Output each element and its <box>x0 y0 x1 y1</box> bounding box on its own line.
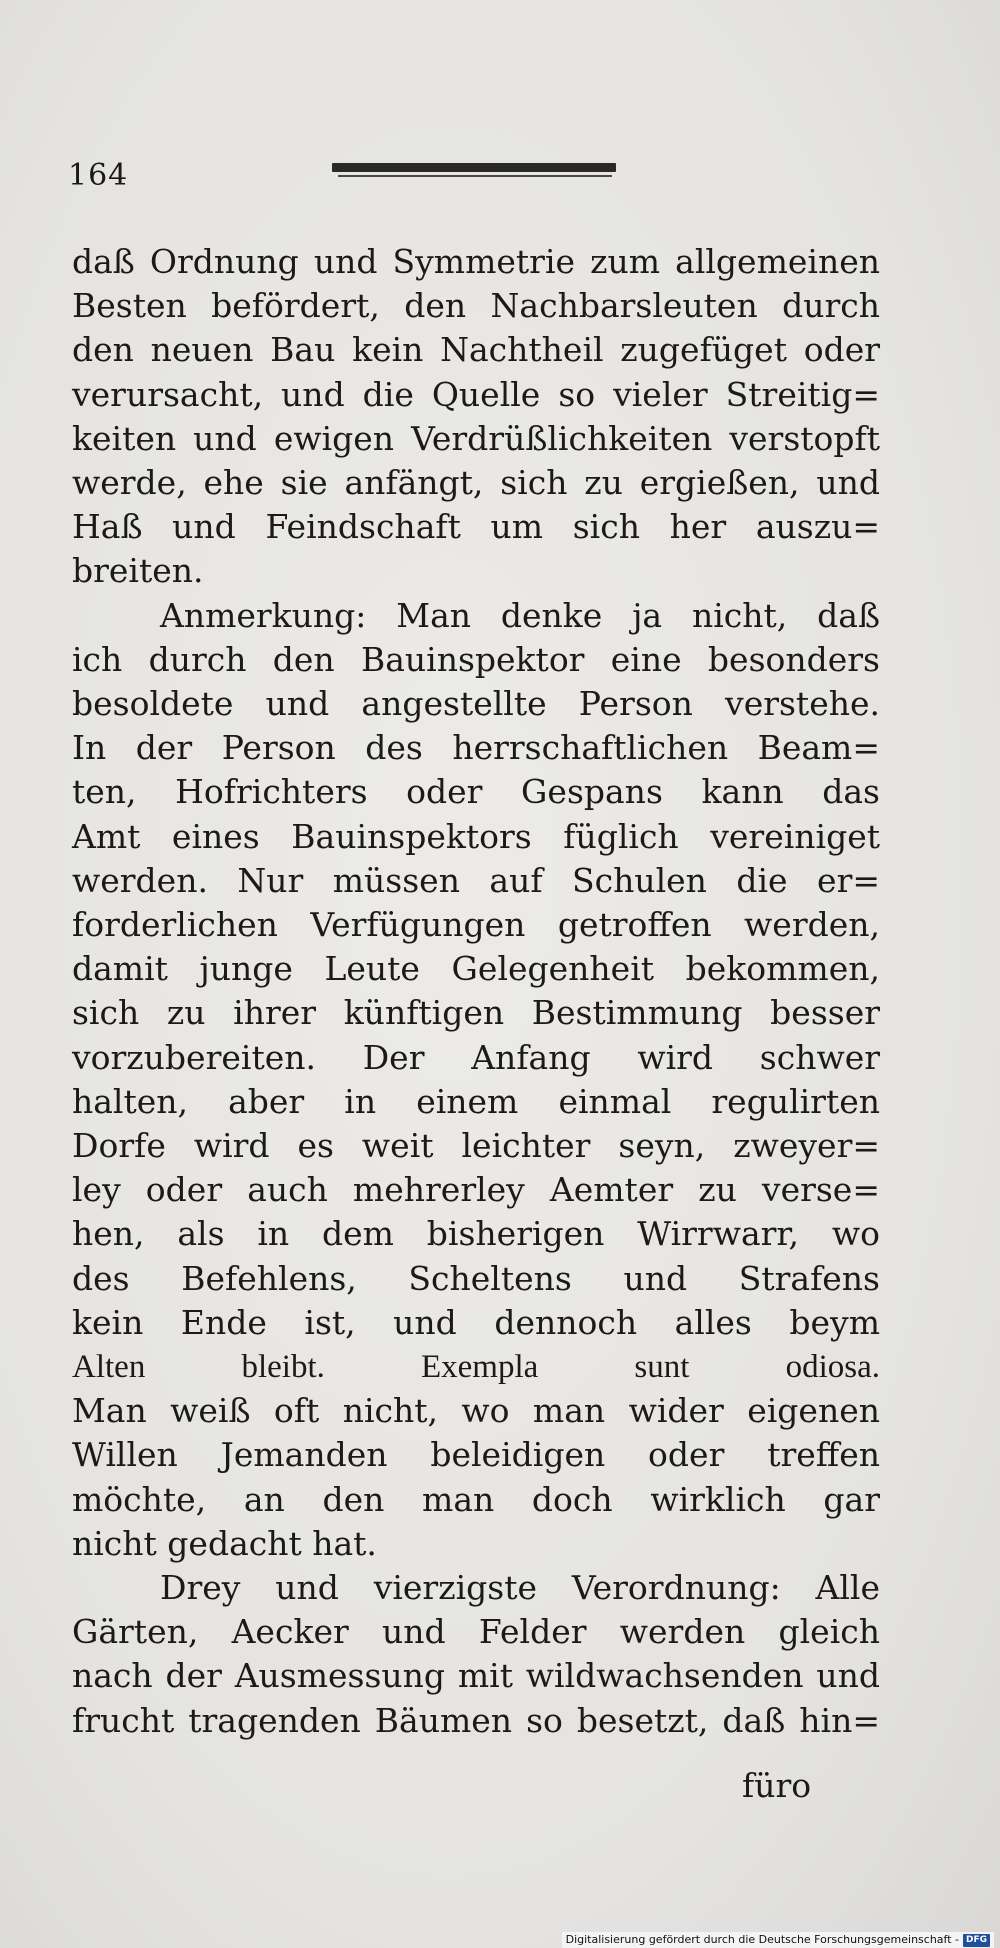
text-line: werde, ehe sie anfängt, sich zu ergießen, und <box>72 463 880 502</box>
text-line: Dorfe wird es weit leichter seyn, zweyer= <box>72 1126 880 1165</box>
text-line: werden. Nur müssen auf Schulen die er= <box>72 861 880 900</box>
text-line: kein Ende ist, und dennoch alles beym <box>72 1303 880 1342</box>
text-line: Man weiß oft nicht, wo man wider eigenen <box>72 1391 880 1430</box>
text-line: Gärten, Aecker und Felder werden gleich <box>72 1612 880 1651</box>
text-line: Willen Jemanden beleidigen oder treffen <box>72 1435 880 1474</box>
text-line: des Befehlens, Scheltens und Strafens <box>72 1259 880 1298</box>
text-line: breiten. <box>72 551 204 590</box>
dfg-logo-badge: DFG <box>963 1934 990 1947</box>
text-line: besoldete und angestellte Person verstehe. <box>72 684 880 723</box>
header-rule-thin <box>338 175 612 177</box>
text-line: keiten und ewigen Verdrüßlichkeiten verstopft <box>72 419 880 458</box>
text-line: möchte, an den man doch wirklich gar <box>72 1480 880 1519</box>
text-line: ley oder auch mehrerley Aemter zu verse= <box>72 1170 880 1209</box>
catchword: füro <box>742 1766 812 1805</box>
text-line: sich zu ihrer künftigen Bestimmung besser <box>72 993 880 1032</box>
text-line: Drey und vierzigste Verordnung: Alle <box>160 1568 880 1607</box>
text-line: hen, als in dem bisherigen Wirrwarr, wo <box>72 1214 880 1253</box>
text-line: Amt eines Bauinspektors füglich vereiniget <box>72 817 880 856</box>
header-rule <box>332 163 616 172</box>
text-line: Anmerkung: Man denke ja nicht, daß <box>160 596 880 635</box>
text-line: nicht gedacht hat. <box>72 1524 377 1563</box>
text-line: forderlichen Verfügungen getroffen werden, <box>72 905 880 944</box>
text-line: daß Ordnung und Symmetrie zum allgemeinen <box>72 242 880 281</box>
credit-text: Digitalisierung gefördert durch die Deutsche Forschungsgemeinschaft - <box>565 1933 959 1946</box>
text-line: In der Person des herrschaftlichen Beam= <box>72 728 880 767</box>
text-line: ten, Hofrichters oder Gespans kann das <box>72 772 880 811</box>
text-line: den neuen Bau kein Nachtheil zugefüget oder <box>72 330 880 369</box>
digitization-credit <box>562 1932 994 1948</box>
text-line: halten, aber in einem einmal regulirten <box>72 1082 880 1121</box>
text-line: Besten befördert, den Nachbarsleuten durch <box>72 286 880 325</box>
page-number: 164 <box>68 158 129 193</box>
text-line: frucht tragenden Bäumen so besetzt, daß hin= <box>72 1701 880 1740</box>
text-line: ich durch den Bauinspektor eine besonders <box>72 640 880 679</box>
text-line: Alten bleibt. Exempla sunt odiosa. <box>72 1349 880 1385</box>
text-line: vorzubereiten. Der Anfang wird schwer <box>72 1038 880 1077</box>
text-line: verursacht, und die Quelle so vieler Streitig= <box>72 375 880 414</box>
text-line: damit junge Leute Gelegenheit bekommen, <box>72 949 880 988</box>
text-line: nach der Ausmessung mit wildwachsenden und <box>72 1656 880 1695</box>
text-line: Haß und Feindschaft um sich her auszu= <box>72 507 880 546</box>
